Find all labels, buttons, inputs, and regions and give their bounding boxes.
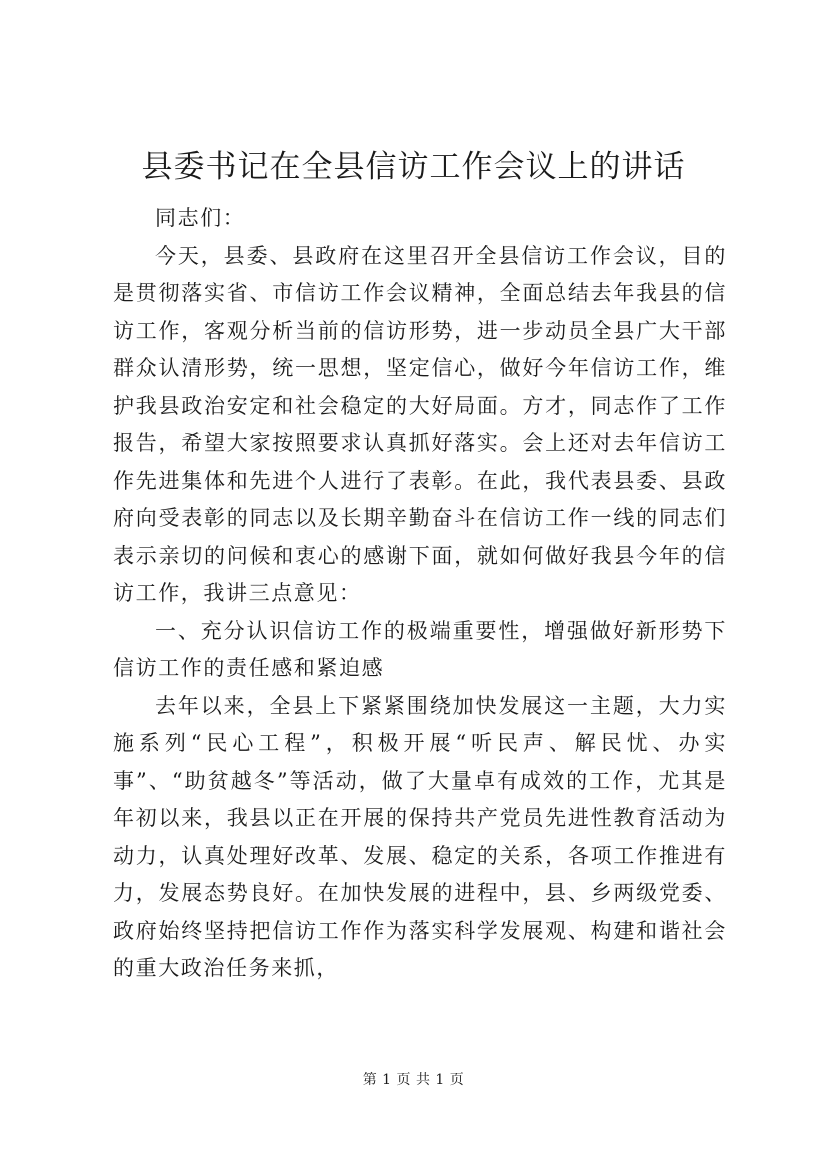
salutation: 同志们： — [155, 206, 246, 230]
paragraph-intro: 今天，县委、县政府在这里召开全县信访工作会议，目的是贯彻落实省、市信访工作会议精神，全面总结去年我县的信访工作，客观分析当前的信访形势，进一步动员全县广大干部群众认清形势，统一思想，坚定信心，做好今年信访工作，维护我县政治安定和社会稳定的大好局面。方才，同志作了工作报告，希望大家按照要求认真抓好落实。会上还对去年信访工作先进集体和先进个人进行了表彰。在此，我代表县委、县政府向受表彰的同志以及长期辛勤奋斗在信访工作一线的同志们表示亲切的问候和衷心的感谢下面，就如何做好我县今年的信访工作，我讲三点意见： — [113, 243, 727, 605]
document-body — [113, 200, 727, 988]
section-heading-1: 一、充分认识信访工作的极端重要性，增强做好新形势下信访工作的责任感和紧迫感 — [113, 618, 727, 680]
paragraph-section-1: 去年以来，全县上下紧紧围绕加快发展这一主题，大力实施系列“民心工程”，积极开展“听民声、解民忧、办实事”、“助贫越冬”等活动，做了大量卓有成效的工作，尤其是年初以来，我县以正在开展的保持共产党员先进性教育活动为动力，认真处理好改革、发展、稳定的关系，各项工作推进有力，发展态势良好。在加快发展的进程中，县、乡两级党委、政府始终坚持把信访工作作为落实科学发展观、构建和谐社会的重大政治任务来抓， — [113, 693, 727, 980]
document-title: 县委书记在全县信访工作会议上的讲话 — [141, 149, 686, 185]
page-footer: 第 1 页 共 1 页 — [362, 1072, 465, 1088]
